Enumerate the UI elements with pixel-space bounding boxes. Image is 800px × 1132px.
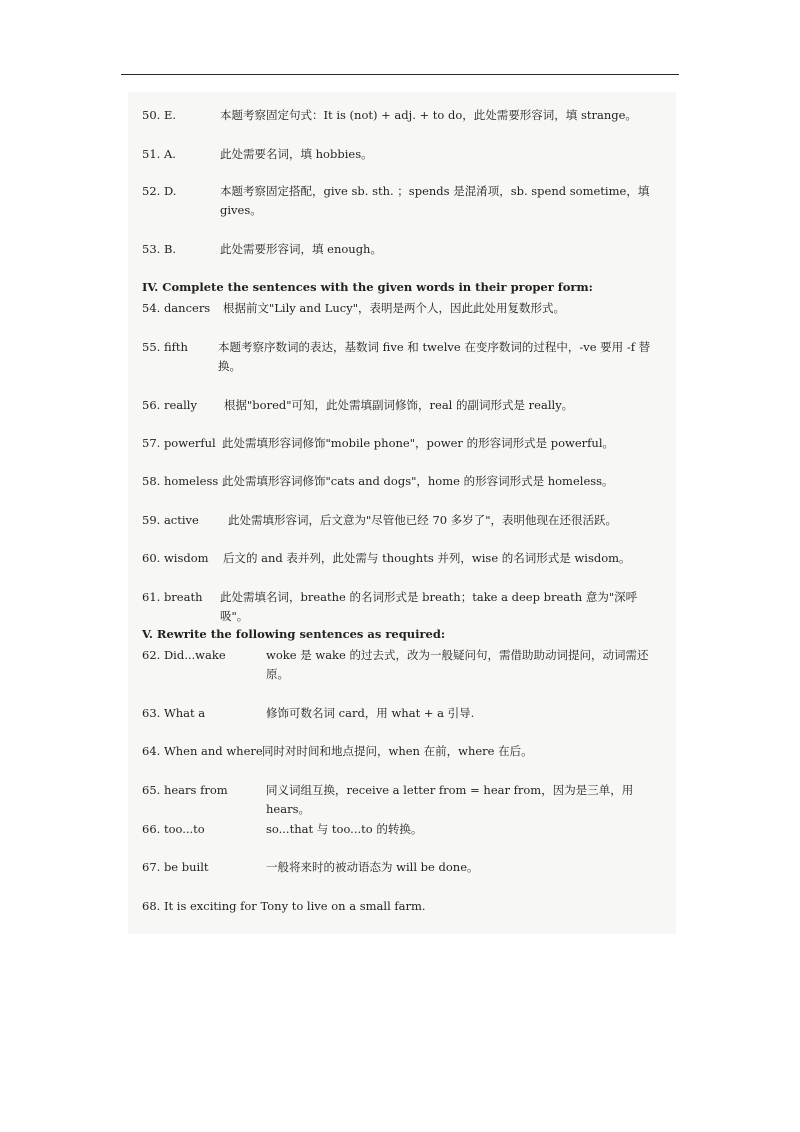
answer-explanation: 本题考察固定句式：It is (not) + adj. + to do，此处需要形容词，填 strange。 (220, 108, 637, 122)
answer-number: 63. What a (142, 706, 206, 720)
answer-explanation: so...that 与 too...to 的转换。 (266, 822, 423, 836)
answer-explanation: 此处需要名词，填 hobbies。 (220, 147, 373, 161)
answer-explanation: 一般将来时的被动语态为 will be done。 (266, 860, 479, 874)
answer-number: 58. homeless (142, 474, 219, 488)
answer-explanation: 此处需要形容词，填 enough。 (220, 242, 382, 256)
answer-number: 64. When and where (142, 744, 263, 758)
answer-explanation: 此处需填形容词修饰"mobile phone"，power 的形容词形式是 powerful。 (222, 436, 615, 450)
answer-number: 50. E. (142, 108, 176, 122)
answer-number: 54. dancers (142, 301, 211, 315)
answer-explanation: 根据"bored"可知，此处需填副词修饰，real 的副词形式是 really。 (224, 398, 574, 412)
answer-explanation: 此处需填形容词修饰"cats and dogs"，home 的形容词形式是 homeless。 (222, 474, 614, 488)
answer-number: 53. B. (142, 242, 177, 256)
answer-explanation: 同时对时间和地点提问，when 在前，where 在后。 (262, 744, 533, 758)
header-rule (121, 74, 679, 75)
answer-explanation: 本题考察固定搭配，give sb. sth. ；spends 是混淆项，sb. spend sometime，填 gives。 (220, 184, 650, 217)
answer-number: 52. D. (142, 184, 177, 198)
answer-number: 67. be built (142, 860, 209, 874)
answer-explanation: 此处需填名词，breathe 的名词形式是 breath；take a deep breath 意为"深呼吸"。 (220, 590, 638, 623)
answer-number: 60. wisdom (142, 551, 209, 565)
answer-number: 59. active (142, 513, 199, 527)
answer-number: 61. breath (142, 590, 203, 604)
answer-explanation: woke 是 wake 的过去式，改为一般疑问句，需借助助动词提问，动词需还原。 (266, 648, 649, 681)
section-heading-iv: IV. Complete the sentences with the given words in their proper form: (142, 280, 593, 294)
answer-explanation: 后文的 and 表并列，此处需与 thoughts 并列，wise 的名词形式是 wisdom。 (223, 551, 631, 565)
answer-explanation: 根据前文"Lily and Lucy"，表明是两个人，因此此处用复数形式。 (223, 301, 565, 315)
answer-number: 51. A. (142, 147, 176, 161)
answer-explanation: 修饰可数名词 card，用 what + a 引导. (266, 706, 475, 720)
answer-sentence: 68. It is exciting for Tony to live on a small farm. (142, 899, 426, 913)
answer-number: 62. Did...wake (142, 648, 226, 662)
answer-number: 56. really (142, 398, 197, 412)
answer-number: 65. hears from (142, 783, 228, 797)
answer-explanation: 本题考察序数词的表达，基数词 five 和 twelve 在变序数词的过程中，-ve 要用 -f 替换。 (218, 340, 651, 373)
answer-number: 55. fifth (142, 340, 188, 354)
answer-number: 57. powerful (142, 436, 216, 450)
answer-explanation: 同义词组互换，receive a letter from = hear from，因为是三单，用 hears。 (266, 783, 634, 816)
section-heading-v: V. Rewrite the following sentences as required: (142, 627, 446, 641)
answer-number: 66. too...to (142, 822, 205, 836)
answer-explanation: 此处需填形容词，后文意为"尽管他已经 70 多岁了"，表明他现在还很活跃。 (228, 513, 618, 527)
